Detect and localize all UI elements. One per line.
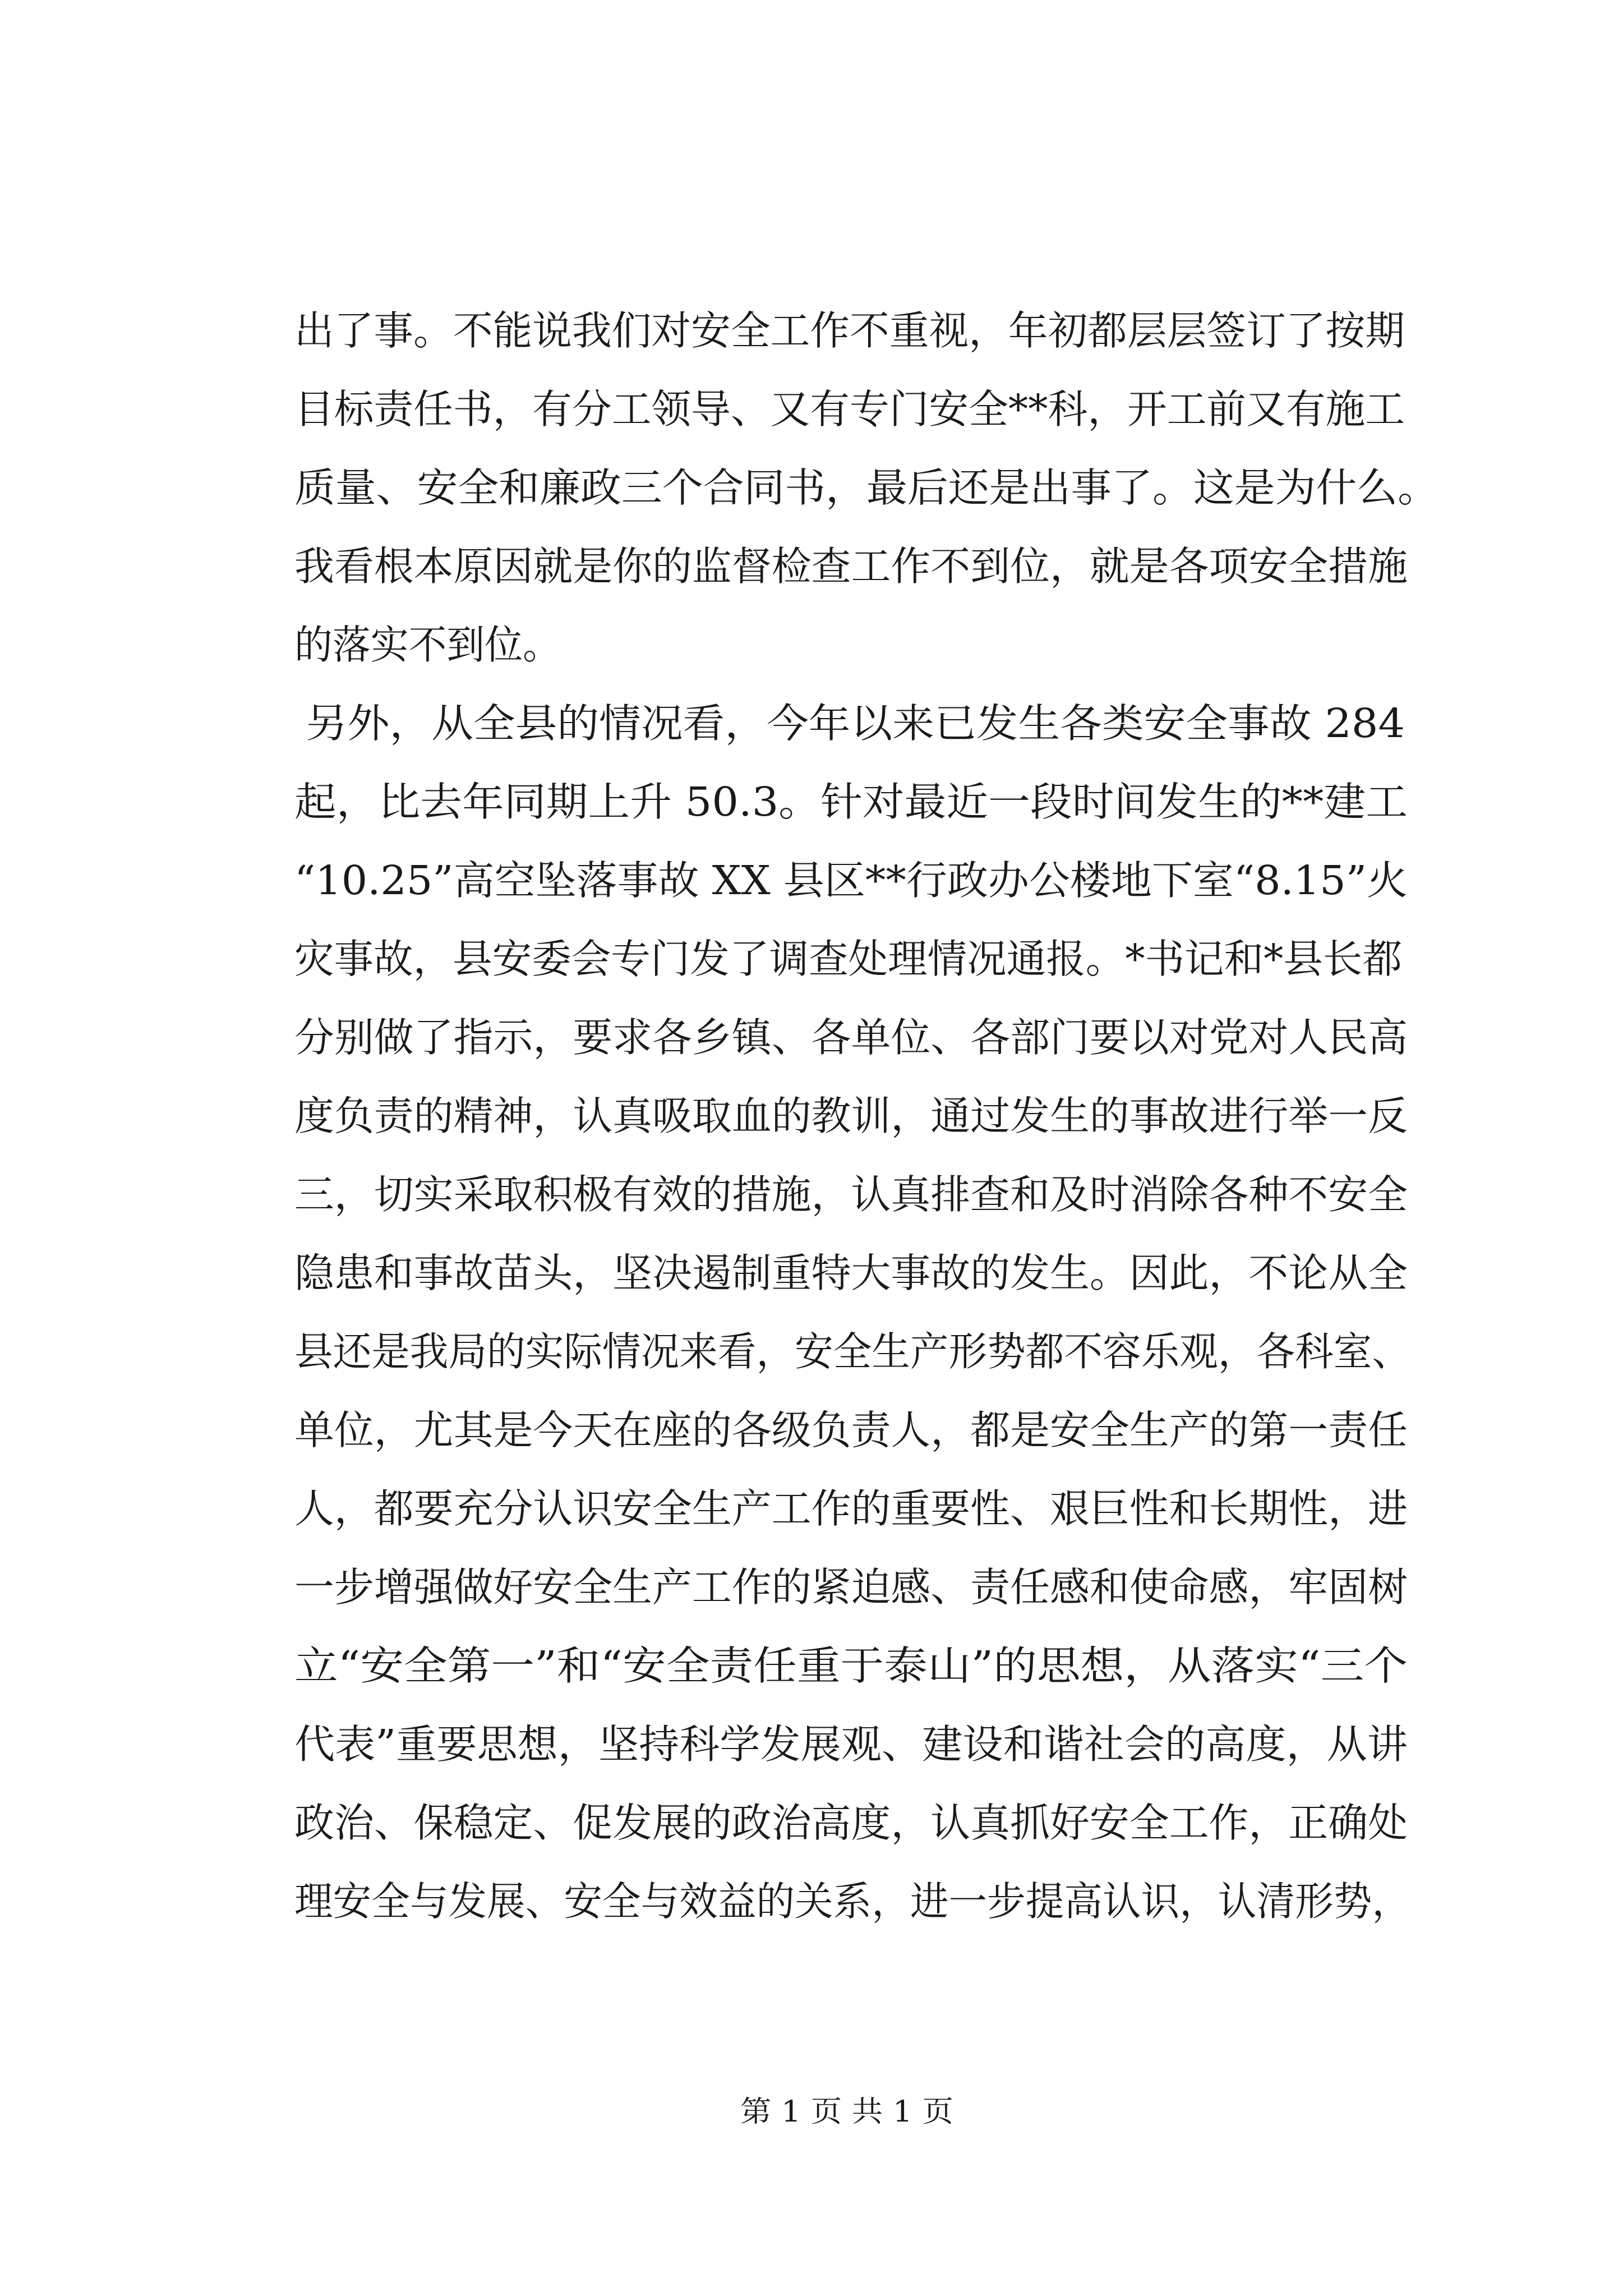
text-line [0,850,1623,912]
text-line-content: 人，都要充分认识安全生产工作的重要性、艰巨性和长期性，进 [294,1485,1408,1532]
text-line [0,1714,1623,1775]
text-line-content: 度负责的精神，认真吸取血的教训，通过发生的事故进行举一反 [294,1093,1408,1139]
text-line [0,536,1623,597]
text-line [0,457,1623,519]
text-line-content: 另外，从全县的情况看，今年以来已发生各类安全事故 284 [306,700,1405,747]
text-line [0,1243,1623,1304]
text-line-content: 一步增强做好安全生产工作的紧迫感、责任感和使命感，牢固树 [294,1564,1408,1611]
text-line [0,1400,1623,1461]
text-line [0,614,1623,676]
text-line [0,693,1623,754]
text-line-content: 我看根本原因就是你的监督检查工作不到位，就是各项安全措施 [294,543,1408,590]
text-line-content: 目标责任书，有分工领导、又有专门安全**科，开工前又有施工 [294,386,1405,432]
text-line [0,379,1623,440]
text-line-content: 代表”重要思想，坚持科学发展观、建设和谐社会的高度，从讲 [294,1721,1408,1768]
text-line [0,1792,1623,1854]
text-line [0,1478,1623,1540]
text-line [0,1085,1623,1147]
text-line-content: 分别做了指示，要求各乡镇、各单位、各部门要以对党对人民高 [294,1014,1408,1061]
text-line-content: 质量、安全和廉政三个合同书，最后还是出事了。这是为什么。 [294,464,1438,511]
text-line-content: 理安全与发展、安全与效益的关系，进一步提高认识，认清形势， [294,1878,1410,1925]
text-line [0,1007,1623,1069]
text-line-content: 单位，尤其是今天在座的各级负责人，都是安全生产的第一责任 [294,1407,1408,1453]
text-line-content: 政治、保稳定、促发展的政治高度，认真抓好安全工作，正确处 [294,1800,1408,1846]
text-line [0,1871,1623,1932]
text-line [0,1635,1623,1697]
text-line-content: 的落实不到位。 [294,622,561,668]
text-line [0,1321,1623,1383]
text-line-content: 隐患和事故苗头，坚决遏制重特大事故的发生。因此，不论从全 [294,1250,1408,1296]
text-line [0,300,1623,362]
text-line [0,1164,1623,1226]
text-line-content: “10.25”高空坠落事故 XX 县区**行政办公楼地下室“8.15”火 [294,857,1408,904]
page-footer [0,2087,1623,2137]
text-line-content: 起，比去年同期上升 50.3。针对最近一段时间发生的**建工 [294,779,1408,825]
page-number: 第 1 页 共 1 页 [740,2095,953,2129]
text-line-content: 灾事故，县安委会专门发了调查处理情况通报。*书记和*县长都 [294,936,1402,982]
text-line-content: 立“安全第一”和“安全责任重于泰山”的思想，从落实“三个 [294,1642,1408,1689]
text-line [0,1557,1623,1618]
text-line-content: 出了事。不能说我们对安全工作不重视，年初都层层签订了按期 [294,307,1405,354]
text-line-content: 三，切实采取积极有效的措施，认真排查和及时消除各种不安全 [294,1171,1408,1218]
text-line-content: 县还是我局的实际情况来看，安全生产形势都不容乐观，各科室、 [294,1328,1410,1375]
text-line [0,771,1623,833]
text-line [0,928,1623,990]
